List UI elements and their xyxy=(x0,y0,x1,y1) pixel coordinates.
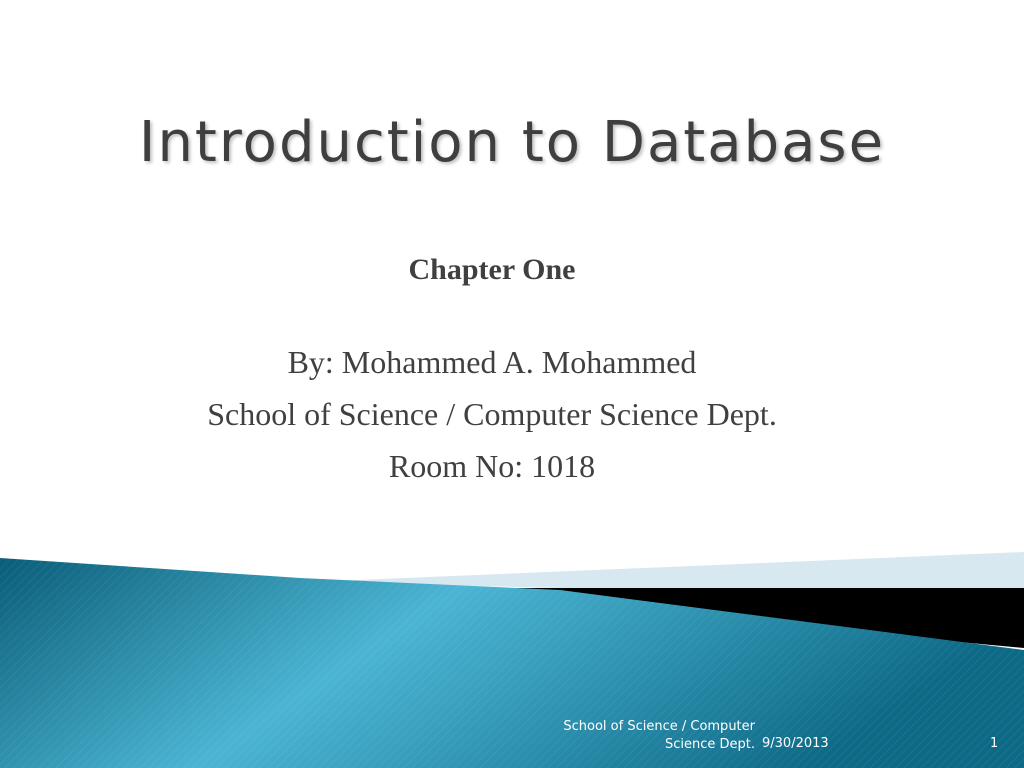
chapter-label: Chapter One xyxy=(408,253,576,286)
author-line: By: Mohammed A. Mohammed xyxy=(287,344,697,380)
room-line: Room No: 1018 xyxy=(388,448,596,484)
light-band xyxy=(310,552,1024,588)
slide-title: Introduction to Database xyxy=(138,110,886,175)
footer-department-line2: Science Dept. xyxy=(664,737,755,752)
footer-department xyxy=(520,718,755,754)
footer-page-number: 1 xyxy=(990,736,999,751)
footer-department-line1: School of Science / Computer xyxy=(563,719,755,734)
department-line: School of Science / Computer Science Dept. xyxy=(207,396,777,432)
footer-date: 9/30/2013 xyxy=(762,736,829,751)
